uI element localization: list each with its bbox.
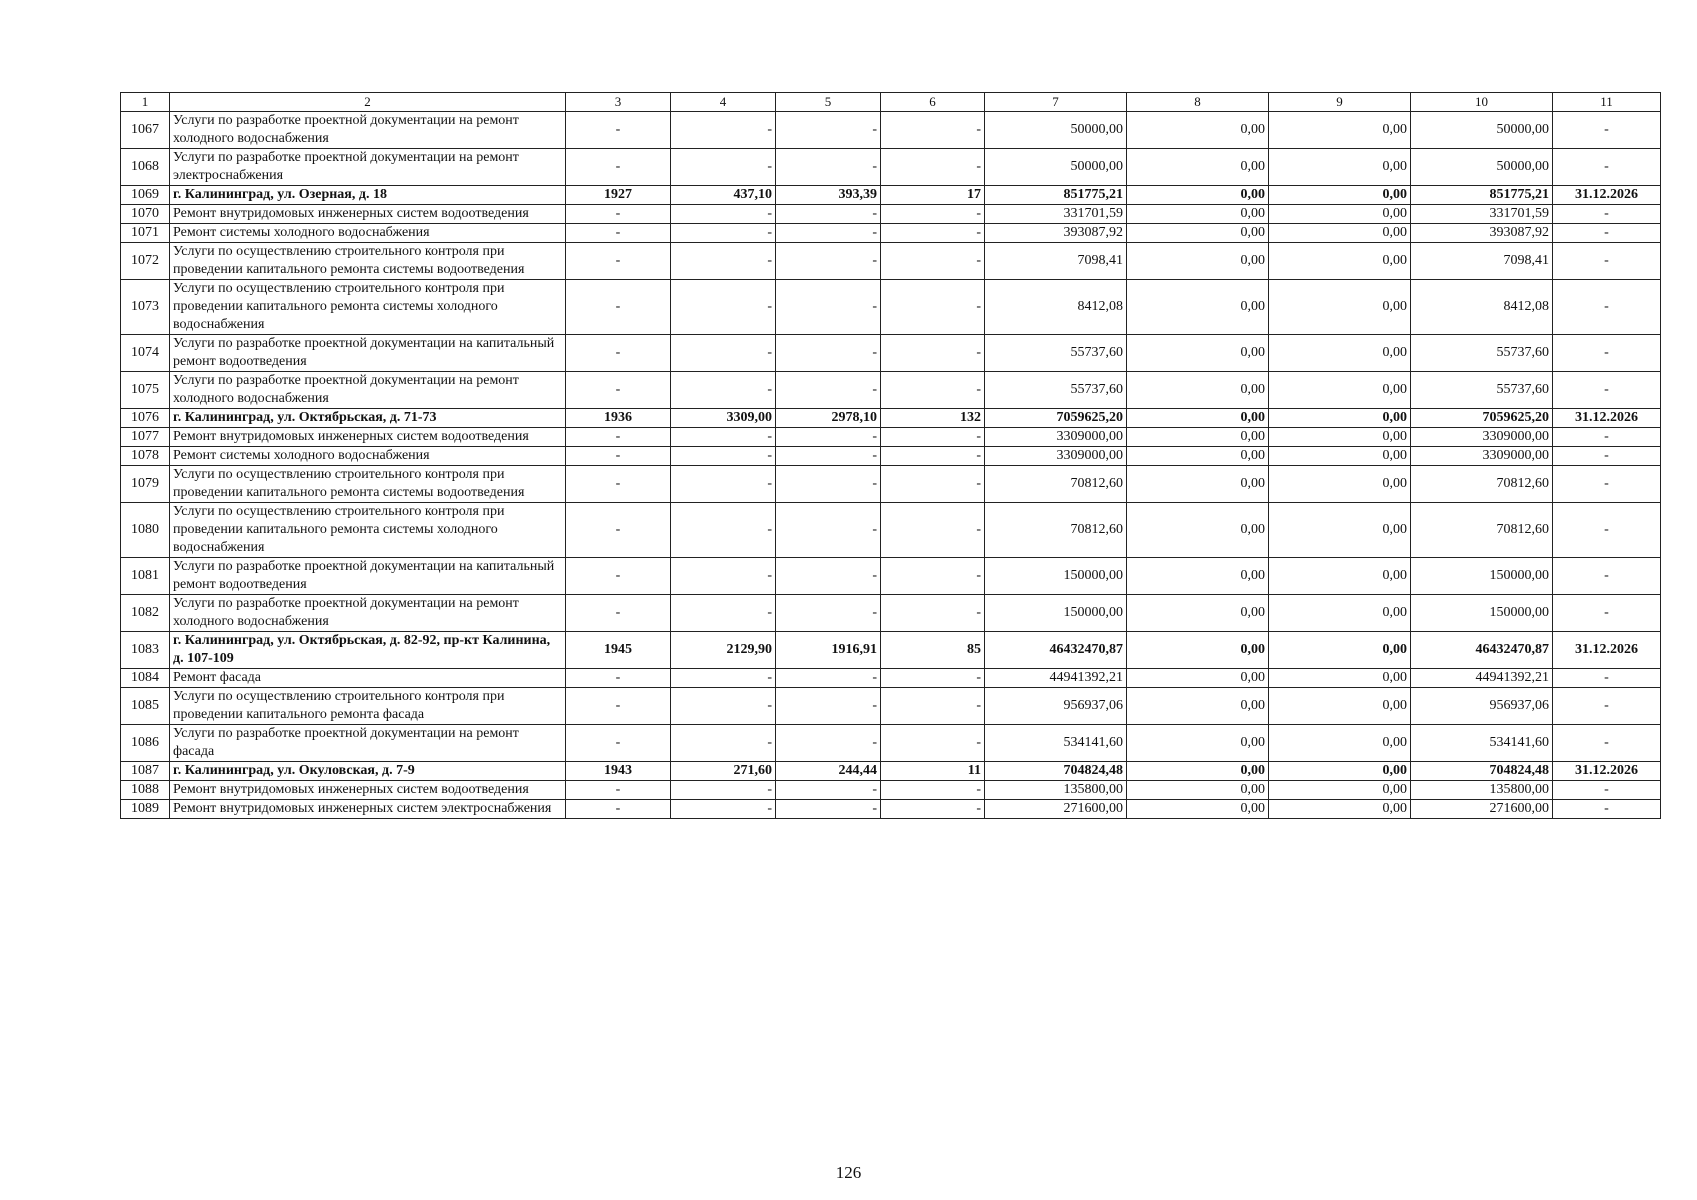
work-description-cell: Услуги по разработке проектной документации на ремонт холодного водоснабжения: [170, 372, 566, 409]
budget-amount-cell: 0,00: [1269, 595, 1411, 632]
completion-date-cell: -: [1553, 595, 1661, 632]
column-header: 11: [1553, 93, 1661, 112]
work-description-cell: Ремонт внутридомовых инженерных систем водоотведения: [170, 781, 566, 800]
row-number-cell: 1086: [121, 725, 170, 762]
fund-amount-cell: 0,00: [1127, 205, 1269, 224]
total-cost-cell: 534141,60: [985, 725, 1127, 762]
work-description-cell: Услуги по разработке проектной документации на капитальный ремонт водоотведения: [170, 558, 566, 595]
completion-date-cell: -: [1553, 466, 1661, 503]
year-built-cell: -: [566, 335, 671, 372]
year-built-cell: -: [566, 781, 671, 800]
living-area-cell: -: [776, 280, 881, 335]
owner-funds-cell: 46432470,87: [1411, 632, 1553, 669]
row-number-cell: 1069: [121, 186, 170, 205]
residents-count-cell: -: [881, 466, 985, 503]
completion-date-cell: 31.12.2026: [1553, 632, 1661, 669]
row-number-cell: 1081: [121, 558, 170, 595]
owner-funds-cell: 704824,48: [1411, 762, 1553, 781]
total-area-cell: -: [671, 335, 776, 372]
living-area-cell: -: [776, 224, 881, 243]
total-area-cell: -: [671, 595, 776, 632]
work-description-cell: Услуги по разработке проектной документации на ремонт холодного водоснабжения: [170, 595, 566, 632]
year-built-cell: -: [566, 205, 671, 224]
owner-funds-cell: 7098,41: [1411, 243, 1553, 280]
budget-amount-cell: 0,00: [1269, 280, 1411, 335]
residents-count-cell: -: [881, 149, 985, 186]
work-description-cell: Ремонт системы холодного водоснабжения: [170, 447, 566, 466]
year-built-cell: -: [566, 224, 671, 243]
budget-amount-cell: 0,00: [1269, 781, 1411, 800]
budget-amount-cell: 0,00: [1269, 149, 1411, 186]
budget-amount-cell: 0,00: [1269, 372, 1411, 409]
owner-funds-cell: 331701,59: [1411, 205, 1553, 224]
work-description-cell: Услуги по осуществлению строительного контроля при проведении капитального ремонта системы холодного водоснабжения: [170, 280, 566, 335]
budget-amount-cell: 0,00: [1269, 558, 1411, 595]
owner-funds-cell: 393087,92: [1411, 224, 1553, 243]
work-description-cell: г. Калининград, ул. Озерная, д. 18: [170, 186, 566, 205]
total-area-cell: -: [671, 503, 776, 558]
column-header: 3: [566, 93, 671, 112]
budget-amount-cell: 0,00: [1269, 800, 1411, 819]
living-area-cell: -: [776, 447, 881, 466]
budget-amount-cell: 0,00: [1269, 669, 1411, 688]
total-cost-cell: 70812,60: [985, 466, 1127, 503]
fund-amount-cell: 0,00: [1127, 595, 1269, 632]
living-area-cell: -: [776, 781, 881, 800]
table-row: [121, 112, 1661, 149]
total-cost-cell: 851775,21: [985, 186, 1127, 205]
table-row: [121, 335, 1661, 372]
row-number-cell: 1083: [121, 632, 170, 669]
fund-amount-cell: 0,00: [1127, 503, 1269, 558]
row-number-cell: 1068: [121, 149, 170, 186]
budget-amount-cell: 0,00: [1269, 186, 1411, 205]
year-built-cell: -: [566, 447, 671, 466]
fund-amount-cell: 0,00: [1127, 558, 1269, 595]
fund-amount-cell: 0,00: [1127, 800, 1269, 819]
column-header: 7: [985, 93, 1127, 112]
completion-date-cell: -: [1553, 280, 1661, 335]
total-area-cell: -: [671, 205, 776, 224]
total-cost-cell: 44941392,21: [985, 669, 1127, 688]
owner-funds-cell: 150000,00: [1411, 595, 1553, 632]
total-area-cell: -: [671, 243, 776, 280]
living-area-cell: -: [776, 669, 881, 688]
column-header: 9: [1269, 93, 1411, 112]
residents-count-cell: -: [881, 558, 985, 595]
total-cost-cell: 150000,00: [985, 558, 1127, 595]
work-description-cell: Ремонт системы холодного водоснабжения: [170, 224, 566, 243]
row-number-cell: 1073: [121, 280, 170, 335]
budget-amount-cell: 0,00: [1269, 224, 1411, 243]
table-row: [121, 205, 1661, 224]
living-area-cell: -: [776, 466, 881, 503]
total-area-cell: -: [671, 669, 776, 688]
fund-amount-cell: 0,00: [1127, 688, 1269, 725]
fund-amount-cell: 0,00: [1127, 466, 1269, 503]
row-number-cell: 1071: [121, 224, 170, 243]
row-number-cell: 1082: [121, 595, 170, 632]
completion-date-cell: -: [1553, 224, 1661, 243]
owner-funds-cell: 55737,60: [1411, 335, 1553, 372]
total-area-cell: -: [671, 224, 776, 243]
page-number: 126: [835, 1163, 862, 1182]
row-number-cell: 1078: [121, 447, 170, 466]
table-row: [121, 280, 1661, 335]
total-area-cell: -: [671, 558, 776, 595]
year-built-cell: -: [566, 595, 671, 632]
year-built-cell: -: [566, 800, 671, 819]
column-header: 4: [671, 93, 776, 112]
owner-funds-cell: 150000,00: [1411, 558, 1553, 595]
work-description-cell: Услуги по разработке проектной документации на капитальный ремонт водоотведения: [170, 335, 566, 372]
row-number-cell: 1085: [121, 688, 170, 725]
total-area-cell: -: [671, 781, 776, 800]
fund-amount-cell: 0,00: [1127, 725, 1269, 762]
fund-amount-cell: 0,00: [1127, 335, 1269, 372]
completion-date-cell: -: [1553, 112, 1661, 149]
owner-funds-cell: 50000,00: [1411, 112, 1553, 149]
fund-amount-cell: 0,00: [1127, 372, 1269, 409]
table-row: [121, 781, 1661, 800]
total-area-cell: 3309,00: [671, 409, 776, 428]
living-area-cell: -: [776, 372, 881, 409]
table-row: [121, 149, 1661, 186]
completion-date-cell: -: [1553, 725, 1661, 762]
budget-amount-cell: 0,00: [1269, 503, 1411, 558]
row-number-cell: 1070: [121, 205, 170, 224]
work-description-cell: Ремонт фасада: [170, 669, 566, 688]
residents-count-cell: -: [881, 243, 985, 280]
table-row: [121, 428, 1661, 447]
table-row: [121, 224, 1661, 243]
table-row: [121, 595, 1661, 632]
table-row: [121, 688, 1661, 725]
living-area-cell: -: [776, 149, 881, 186]
row-number-cell: 1072: [121, 243, 170, 280]
total-cost-cell: 3309000,00: [985, 447, 1127, 466]
budget-amount-cell: 0,00: [1269, 335, 1411, 372]
residents-count-cell: -: [881, 781, 985, 800]
residents-count-cell: 11: [881, 762, 985, 781]
table-row: [121, 762, 1661, 781]
owner-funds-cell: 44941392,21: [1411, 669, 1553, 688]
residents-count-cell: -: [881, 428, 985, 447]
row-number-cell: 1079: [121, 466, 170, 503]
row-number-cell: 1089: [121, 800, 170, 819]
table-row: [121, 632, 1661, 669]
work-description-cell: Услуги по разработке проектной документации на ремонт фасада: [170, 725, 566, 762]
completion-date-cell: -: [1553, 335, 1661, 372]
budget-amount-cell: 0,00: [1269, 409, 1411, 428]
table-row: [121, 447, 1661, 466]
table-row: [121, 409, 1661, 428]
residents-count-cell: -: [881, 800, 985, 819]
fund-amount-cell: 0,00: [1127, 243, 1269, 280]
completion-date-cell: 31.12.2026: [1553, 409, 1661, 428]
total-cost-cell: 50000,00: [985, 149, 1127, 186]
row-number-cell: 1077: [121, 428, 170, 447]
total-cost-cell: 8412,08: [985, 280, 1127, 335]
owner-funds-cell: 55737,60: [1411, 372, 1553, 409]
total-cost-cell: 7098,41: [985, 243, 1127, 280]
total-cost-cell: 55737,60: [985, 335, 1127, 372]
total-cost-cell: 135800,00: [985, 781, 1127, 800]
work-description-cell: Услуги по осуществлению строительного контроля при проведении капитального ремонта системы водоотведения: [170, 466, 566, 503]
completion-date-cell: 31.12.2026: [1553, 186, 1661, 205]
total-area-cell: -: [671, 800, 776, 819]
row-number-cell: 1087: [121, 762, 170, 781]
fund-amount-cell: 0,00: [1127, 632, 1269, 669]
living-area-cell: -: [776, 205, 881, 224]
total-area-cell: -: [671, 280, 776, 335]
owner-funds-cell: 534141,60: [1411, 725, 1553, 762]
table-row: [121, 186, 1661, 205]
table-row: [121, 800, 1661, 819]
column-header: 1: [121, 93, 170, 112]
living-area-cell: -: [776, 595, 881, 632]
fund-amount-cell: 0,00: [1127, 112, 1269, 149]
row-number-cell: 1080: [121, 503, 170, 558]
residents-count-cell: -: [881, 725, 985, 762]
budget-amount-cell: 0,00: [1269, 112, 1411, 149]
living-area-cell: 2978,10: [776, 409, 881, 428]
owner-funds-cell: 3309000,00: [1411, 428, 1553, 447]
capital-repair-table: [120, 92, 1661, 819]
residents-count-cell: -: [881, 669, 985, 688]
year-built-cell: -: [566, 466, 671, 503]
living-area-cell: 1916,91: [776, 632, 881, 669]
column-header: 2: [170, 93, 566, 112]
completion-date-cell: -: [1553, 781, 1661, 800]
residents-count-cell: -: [881, 112, 985, 149]
total-cost-cell: 3309000,00: [985, 428, 1127, 447]
fund-amount-cell: 0,00: [1127, 409, 1269, 428]
total-cost-cell: 70812,60: [985, 503, 1127, 558]
owner-funds-cell: 50000,00: [1411, 149, 1553, 186]
year-built-cell: -: [566, 688, 671, 725]
year-built-cell: -: [566, 280, 671, 335]
total-cost-cell: 704824,48: [985, 762, 1127, 781]
owner-funds-cell: 135800,00: [1411, 781, 1553, 800]
owner-funds-cell: 70812,60: [1411, 466, 1553, 503]
fund-amount-cell: 0,00: [1127, 781, 1269, 800]
living-area-cell: 244,44: [776, 762, 881, 781]
residents-count-cell: -: [881, 503, 985, 558]
year-built-cell: 1943: [566, 762, 671, 781]
fund-amount-cell: 0,00: [1127, 280, 1269, 335]
fund-amount-cell: 0,00: [1127, 224, 1269, 243]
owner-funds-cell: 956937,06: [1411, 688, 1553, 725]
residents-count-cell: -: [881, 205, 985, 224]
completion-date-cell: -: [1553, 149, 1661, 186]
residents-count-cell: -: [881, 335, 985, 372]
budget-amount-cell: 0,00: [1269, 447, 1411, 466]
work-description-cell: г. Калининград, ул. Октябрьская, д. 71-73: [170, 409, 566, 428]
row-number-cell: 1067: [121, 112, 170, 149]
table-row: [121, 558, 1661, 595]
total-area-cell: 271,60: [671, 762, 776, 781]
column-header: 8: [1127, 93, 1269, 112]
residents-count-cell: -: [881, 595, 985, 632]
total-cost-cell: 393087,92: [985, 224, 1127, 243]
column-header: 6: [881, 93, 985, 112]
completion-date-cell: -: [1553, 205, 1661, 224]
total-area-cell: -: [671, 466, 776, 503]
year-built-cell: -: [566, 725, 671, 762]
total-area-cell: -: [671, 447, 776, 466]
total-area-cell: 437,10: [671, 186, 776, 205]
fund-amount-cell: 0,00: [1127, 186, 1269, 205]
total-cost-cell: 956937,06: [985, 688, 1127, 725]
completion-date-cell: -: [1553, 669, 1661, 688]
table-row: [121, 372, 1661, 409]
year-built-cell: 1936: [566, 409, 671, 428]
table-row: [121, 503, 1661, 558]
table-row: [121, 669, 1661, 688]
table-row: [121, 243, 1661, 280]
total-cost-cell: 7059625,20: [985, 409, 1127, 428]
row-number-cell: 1075: [121, 372, 170, 409]
budget-amount-cell: 0,00: [1269, 428, 1411, 447]
total-cost-cell: 46432470,87: [985, 632, 1127, 669]
table-row: [121, 725, 1661, 762]
fund-amount-cell: 0,00: [1127, 428, 1269, 447]
living-area-cell: -: [776, 688, 881, 725]
work-description-cell: Ремонт внутридомовых инженерных систем водоотведения: [170, 428, 566, 447]
year-built-cell: -: [566, 503, 671, 558]
total-cost-cell: 271600,00: [985, 800, 1127, 819]
living-area-cell: -: [776, 428, 881, 447]
living-area-cell: -: [776, 800, 881, 819]
completion-date-cell: -: [1553, 503, 1661, 558]
work-description-cell: Услуги по осуществлению строительного контроля при проведении капитального ремонта системы водоотведения: [170, 243, 566, 280]
living-area-cell: -: [776, 558, 881, 595]
year-built-cell: 1945: [566, 632, 671, 669]
column-header: 5: [776, 93, 881, 112]
completion-date-cell: -: [1553, 558, 1661, 595]
budget-amount-cell: 0,00: [1269, 243, 1411, 280]
living-area-cell: -: [776, 725, 881, 762]
living-area-cell: -: [776, 112, 881, 149]
residents-count-cell: -: [881, 447, 985, 466]
fund-amount-cell: 0,00: [1127, 762, 1269, 781]
budget-amount-cell: 0,00: [1269, 688, 1411, 725]
residents-count-cell: -: [881, 224, 985, 243]
total-area-cell: -: [671, 149, 776, 186]
table-row: [121, 466, 1661, 503]
completion-date-cell: -: [1553, 372, 1661, 409]
residents-count-cell: -: [881, 688, 985, 725]
row-number-cell: 1076: [121, 409, 170, 428]
column-header: 10: [1411, 93, 1553, 112]
year-built-cell: -: [566, 149, 671, 186]
residents-count-cell: -: [881, 280, 985, 335]
total-area-cell: -: [671, 112, 776, 149]
owner-funds-cell: 851775,21: [1411, 186, 1553, 205]
total-cost-cell: 150000,00: [985, 595, 1127, 632]
year-built-cell: 1927: [566, 186, 671, 205]
owner-funds-cell: 8412,08: [1411, 280, 1553, 335]
fund-amount-cell: 0,00: [1127, 447, 1269, 466]
living-area-cell: 393,39: [776, 186, 881, 205]
budget-amount-cell: 0,00: [1269, 762, 1411, 781]
total-area-cell: -: [671, 688, 776, 725]
fund-amount-cell: 0,00: [1127, 669, 1269, 688]
work-description-cell: Услуги по разработке проектной документации на ремонт холодного водоснабжения: [170, 112, 566, 149]
year-built-cell: -: [566, 428, 671, 447]
residents-count-cell: -: [881, 372, 985, 409]
work-description-cell: г. Калининград, ул. Октябрьская, д. 82-92, пр-кт Калинина, д. 107-109: [170, 632, 566, 669]
completion-date-cell: -: [1553, 428, 1661, 447]
owner-funds-cell: 7059625,20: [1411, 409, 1553, 428]
residents-count-cell: 85: [881, 632, 985, 669]
residents-count-cell: 132: [881, 409, 985, 428]
total-area-cell: -: [671, 725, 776, 762]
total-area-cell: -: [671, 372, 776, 409]
living-area-cell: -: [776, 335, 881, 372]
work-description-cell: г. Калининград, ул. Окуловская, д. 7-9: [170, 762, 566, 781]
budget-amount-cell: 0,00: [1269, 725, 1411, 762]
completion-date-cell: -: [1553, 688, 1661, 725]
budget-amount-cell: 0,00: [1269, 632, 1411, 669]
fund-amount-cell: 0,00: [1127, 149, 1269, 186]
work-description-cell: Услуги по разработке проектной документации на ремонт электроснабжения: [170, 149, 566, 186]
year-built-cell: -: [566, 112, 671, 149]
total-area-cell: 2129,90: [671, 632, 776, 669]
completion-date-cell: -: [1553, 243, 1661, 280]
total-cost-cell: 331701,59: [985, 205, 1127, 224]
year-built-cell: -: [566, 558, 671, 595]
owner-funds-cell: 271600,00: [1411, 800, 1553, 819]
completion-date-cell: -: [1553, 447, 1661, 466]
row-number-cell: 1084: [121, 669, 170, 688]
living-area-cell: -: [776, 503, 881, 558]
owner-funds-cell: 70812,60: [1411, 503, 1553, 558]
living-area-cell: -: [776, 243, 881, 280]
column-number-row: [121, 93, 1661, 112]
residents-count-cell: 17: [881, 186, 985, 205]
completion-date-cell: 31.12.2026: [1553, 762, 1661, 781]
work-description-cell: Услуги по осуществлению строительного контроля при проведении капитального ремонта системы холодного водоснабжения: [170, 503, 566, 558]
total-cost-cell: 50000,00: [985, 112, 1127, 149]
work-description-cell: Ремонт внутридомовых инженерных систем водоотведения: [170, 205, 566, 224]
row-number-cell: 1074: [121, 335, 170, 372]
year-built-cell: -: [566, 372, 671, 409]
work-description-cell: Услуги по осуществлению строительного контроля при проведении капитального ремонта фасада: [170, 688, 566, 725]
completion-date-cell: -: [1553, 800, 1661, 819]
work-description-cell: Ремонт внутридомовых инженерных систем электроснабжения: [170, 800, 566, 819]
budget-amount-cell: 0,00: [1269, 205, 1411, 224]
year-built-cell: -: [566, 669, 671, 688]
row-number-cell: 1088: [121, 781, 170, 800]
total-area-cell: -: [671, 428, 776, 447]
budget-amount-cell: 0,00: [1269, 466, 1411, 503]
owner-funds-cell: 3309000,00: [1411, 447, 1553, 466]
year-built-cell: -: [566, 243, 671, 280]
total-cost-cell: 55737,60: [985, 372, 1127, 409]
